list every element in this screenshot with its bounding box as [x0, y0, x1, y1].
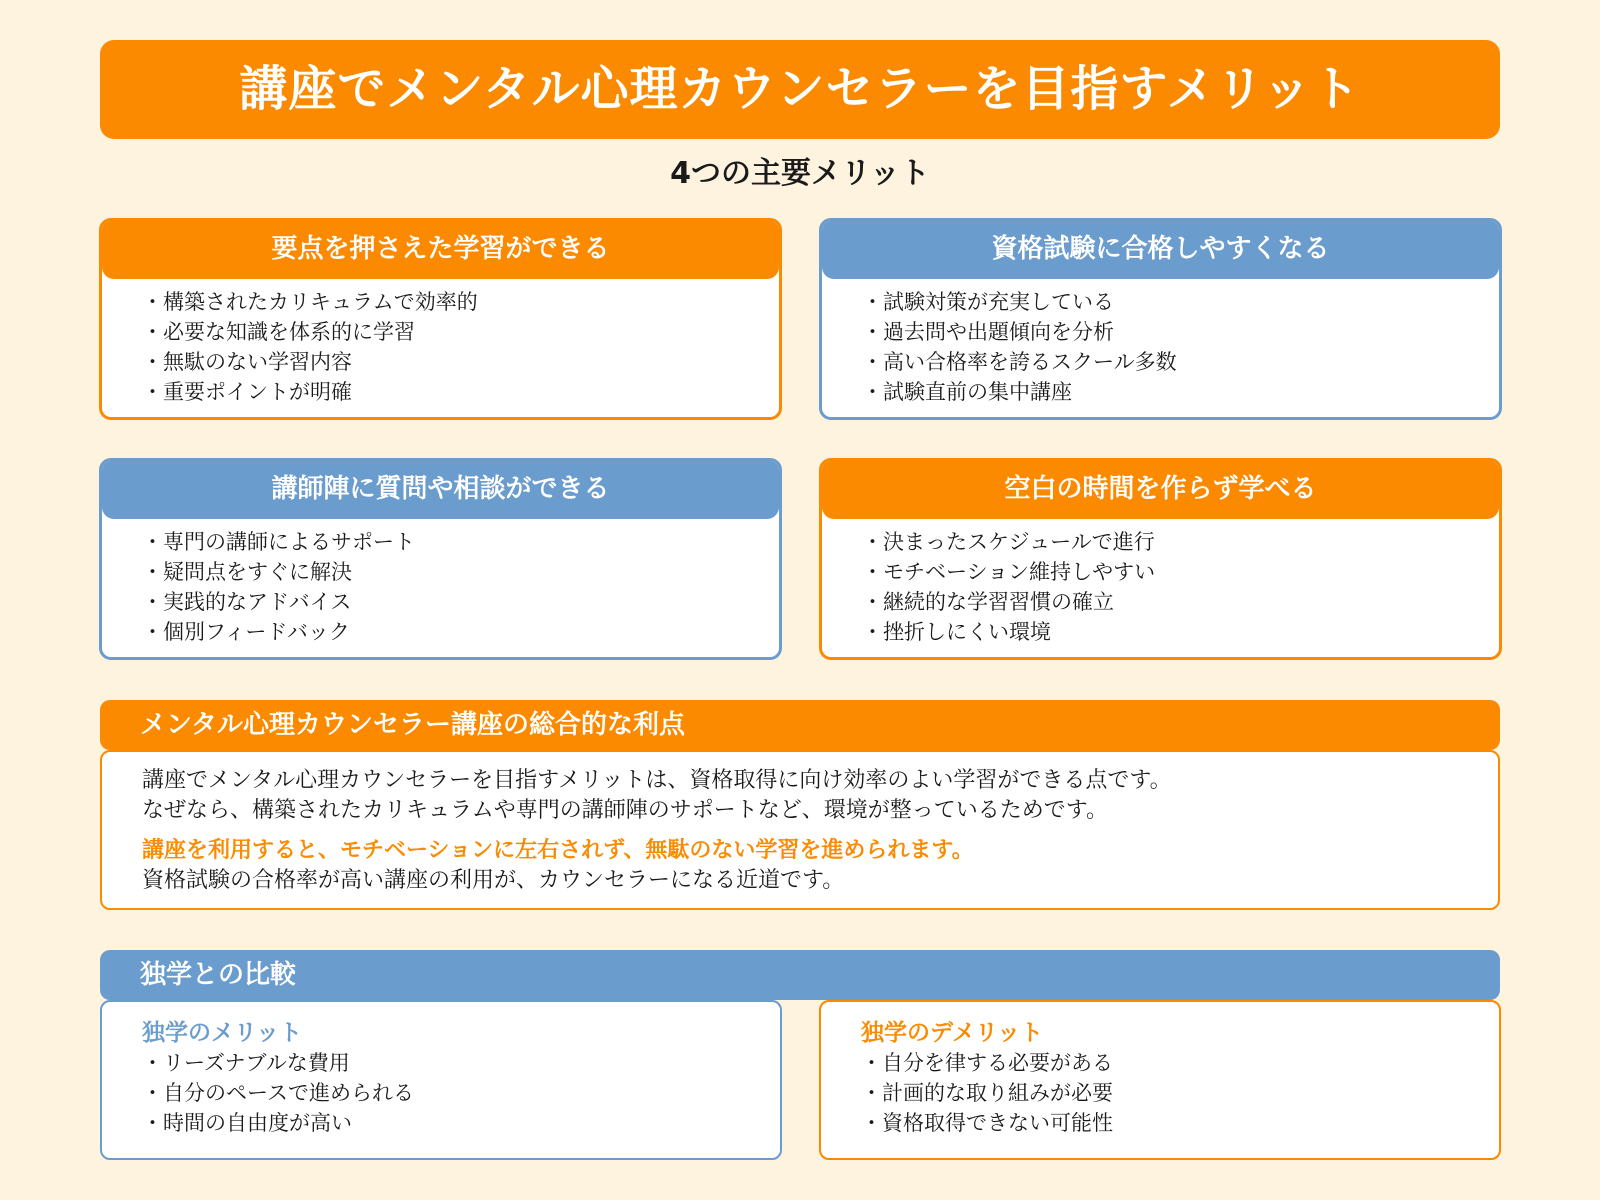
- merit-card-title: 空白の時間を作らず学べる: [822, 461, 1499, 519]
- list-item: ・試験対策が充実している: [862, 290, 1114, 314]
- list-item: ・自分を律する必要がある: [861, 1051, 1113, 1075]
- list-item: ・無駄のない学習内容: [142, 350, 352, 374]
- list-item: ・実践的なアドバイス: [142, 590, 352, 614]
- self-study-demerits-list: [861, 1048, 1459, 1138]
- list-item: ・個別フィードバック: [142, 620, 350, 644]
- list-item: ・リーズナブルな費用: [142, 1051, 350, 1075]
- summary-text: 資格試験の合格率が高い講座の利用が、カウンセラーになる近道です。: [142, 868, 845, 893]
- list-item: ・構築されたカリキュラムで効率的: [142, 290, 478, 314]
- list-item: ・計画的な取り組みが必要: [861, 1081, 1113, 1105]
- summary-highlight: 講座を利用すると、モチベーションに左右されず、無駄のない学習を進められます。: [142, 838, 974, 863]
- comparison-heading: 独学との比較: [100, 950, 1500, 1000]
- list-item: ・挫折しにくい環境: [862, 620, 1051, 644]
- merit-card-list: [822, 519, 1499, 647]
- list-item: ・資格取得できない可能性: [861, 1111, 1113, 1135]
- self-study-merits-list: [142, 1048, 740, 1138]
- self-study-merits-title: 独学のメリット: [142, 1020, 303, 1046]
- list-item: ・専門の講師によるサポート: [142, 530, 415, 554]
- self-study-demerits-title: 独学のデメリット: [861, 1020, 1044, 1046]
- merit-card-title: 資格試験に合格しやすくなる: [822, 221, 1499, 279]
- list-item: ・高い合格率を誇るスクール多数: [862, 350, 1177, 374]
- merit-card-title: 講師陣に質問や相談ができる: [102, 461, 779, 519]
- list-item: ・試験直前の集中講座: [862, 380, 1072, 404]
- list-item: ・決まったスケジュールで進行: [862, 530, 1155, 554]
- summary-text: なぜなら、構築されたカリキュラムや専門の講師陣のサポートなど、環境が整っているためです。: [142, 798, 1109, 823]
- summary-text: 講座でメンタル心理カウンセラーを目指すメリットは、資格取得に向け効率のよい学習ができる点です。: [142, 768, 1172, 793]
- merit-card-instructors: [99, 458, 782, 660]
- list-item: ・継続的な学習習慣の確立: [862, 590, 1114, 614]
- summary-box: [100, 750, 1500, 910]
- merit-card-list: [102, 519, 779, 647]
- merit-card-list: [822, 279, 1499, 407]
- main-title: 講座でメンタル心理カウンセラーを目指すメリット: [100, 40, 1500, 139]
- list-item: ・自分のペースで進められる: [142, 1081, 414, 1105]
- merit-card-schedule: [819, 458, 1502, 660]
- list-item: ・重要ポイントが明確: [142, 380, 352, 404]
- self-study-demerits-box: [819, 1000, 1501, 1160]
- list-item: ・必要な知識を体系的に学習: [142, 320, 415, 344]
- self-study-merits-box: [100, 1000, 782, 1160]
- list-item: ・疑問点をすぐに解決: [142, 560, 352, 584]
- merit-card-learning: [99, 218, 782, 420]
- summary-heading: メンタル心理カウンセラー講座の総合的な利点: [100, 700, 1500, 750]
- list-item: ・過去問や出題傾向を分析: [862, 320, 1114, 344]
- list-item: ・モチベーション維持しやすい: [862, 560, 1156, 584]
- list-item: ・時間の自由度が高い: [142, 1111, 352, 1135]
- merit-card-exam: [819, 218, 1502, 420]
- merit-card-list: [102, 279, 779, 407]
- section-subtitle: 4つの主要メリット: [670, 156, 930, 191]
- merit-card-title: 要点を押さえた学習ができる: [102, 221, 779, 279]
